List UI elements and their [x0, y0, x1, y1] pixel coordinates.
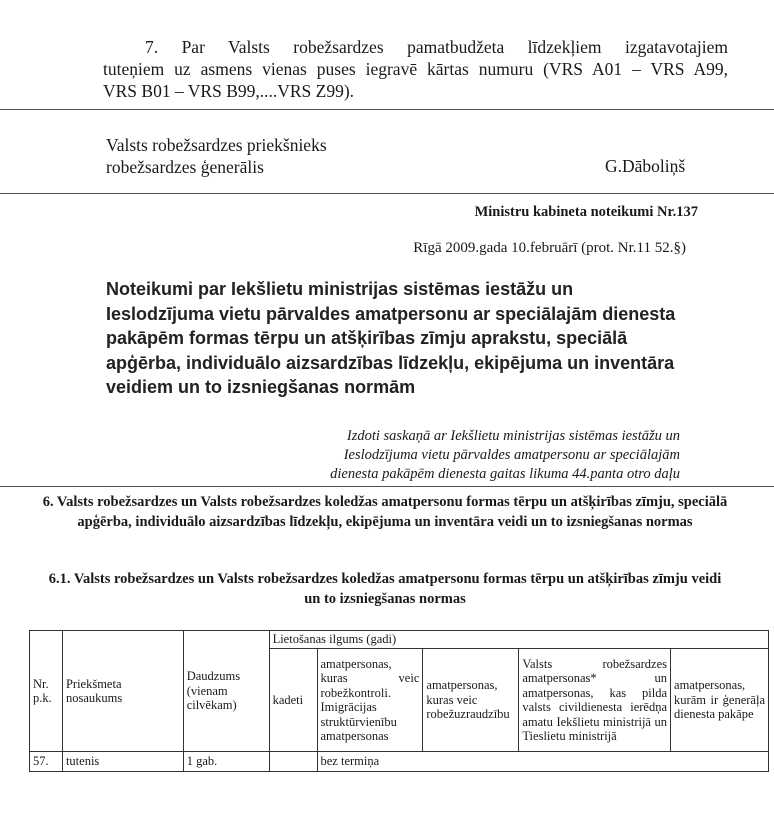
point-7-line-3: VRS B01 – VRS B99,....VRS Z99). — [103, 81, 355, 101]
divider-top — [0, 109, 774, 110]
divider-signature — [0, 193, 774, 194]
divider-section — [0, 486, 774, 487]
table-row — [30, 752, 769, 772]
row-term: bez termiņa — [317, 752, 769, 772]
issued-line-3: dienesta pakāpēm dienesta gaitas likuma 44.panta otro daļu — [330, 466, 680, 482]
point-7-line-1: 7. Par Valsts robežsardzes pamatbudžeta līdzekļiem izgatavotajiem — [145, 37, 728, 57]
section-6-1-heading: 6.1. Valsts robežsardzes un Valsts robežsardzes koledžas amatpersonu formas tērpu un atšķirības zīmju veidi un to izsniegšanas normas — [48, 571, 722, 607]
issued-note — [258, 427, 680, 484]
header-civil-service: Valsts robežsardzes amatpersonas* un amatpersonas, kas pilda valsts civildienesta ierēdņa amatu Iekšlietu ministrijā un Tieslietu ministrijā — [519, 649, 671, 752]
point-7-paragraph — [103, 36, 728, 102]
row-qty: 1 gab. — [183, 752, 269, 772]
signature-position — [106, 134, 327, 178]
header-usage-group: Lietošanas ilgums (gadi) — [269, 631, 768, 649]
regulation-place-date: Rīgā 2009.gada 10.februārī (prot. Nr.11 52.§) — [413, 240, 686, 256]
header-qty: Daudzums (vienam cilvēkam) — [183, 631, 269, 752]
header-surveillance: amatpersonas, kuras veic robežuzraudzību — [423, 649, 519, 752]
norms-table — [29, 630, 769, 772]
row-cadets — [269, 752, 317, 772]
header-border-control: amatpersonas, kuras veic robežkontroli. Imigrācijas struktūrvienību amatpersonas — [317, 649, 423, 752]
point-7-line-2: tuteņiem uz asmens vienas puses iegravē kārtas numuru (VRS A01 – VRS A99, — [103, 59, 728, 79]
issued-line-1: Izdoti saskaņā ar Iekšlietu ministrijas sistēmas iestāžu un — [346, 428, 680, 444]
header-cadets: kadeti — [269, 649, 317, 752]
regulation-title: Noteikumi par Iekšlietu ministrijas sistēmas iestāžu un Ieslodzījuma vietu pārvaldes amatpersonu ar speciālajām dienesta pakāpēm formas tērpu un atšķirības zīmju aprakstu, speciālā apģērba, individuālo aizsardzības līdzekļu, ekipējuma un inventāra veidiem un to izsniegšanas normām — [106, 279, 676, 397]
header-item: Priekšmeta nosaukums — [62, 631, 183, 752]
row-item: tutenis — [62, 752, 183, 772]
signature-name: G.Dāboliņš — [605, 156, 686, 176]
header-general-rank: amatpersonas, kurām ir ģenerāļa dienesta pakāpe — [671, 649, 769, 752]
header-nr: Nr. p.k. — [30, 631, 63, 752]
table-header-row-1 — [30, 631, 769, 649]
section-6-heading: 6. Valsts robežsardzes un Valsts robežsardzes koledžas amatpersonu formas tērpu un atšķirības zīmju, speciālā apģērba, individuālo aizsardzības līdzekļu, ekipējuma un inventāra veidi un to izsniegšanas normas — [42, 494, 728, 530]
signature-line-1: Valsts robežsardzes priekšnieks — [106, 135, 327, 155]
row-nr: 57. — [30, 752, 63, 772]
issued-line-2: Ieslodzījuma vietu pārvaldes amatpersonu ar speciālajām — [343, 447, 680, 463]
regulation-reference: Ministru kabineta noteikumi Nr.137 — [474, 204, 698, 220]
signature-line-2: robežsardzes ģenerālis — [106, 157, 264, 177]
